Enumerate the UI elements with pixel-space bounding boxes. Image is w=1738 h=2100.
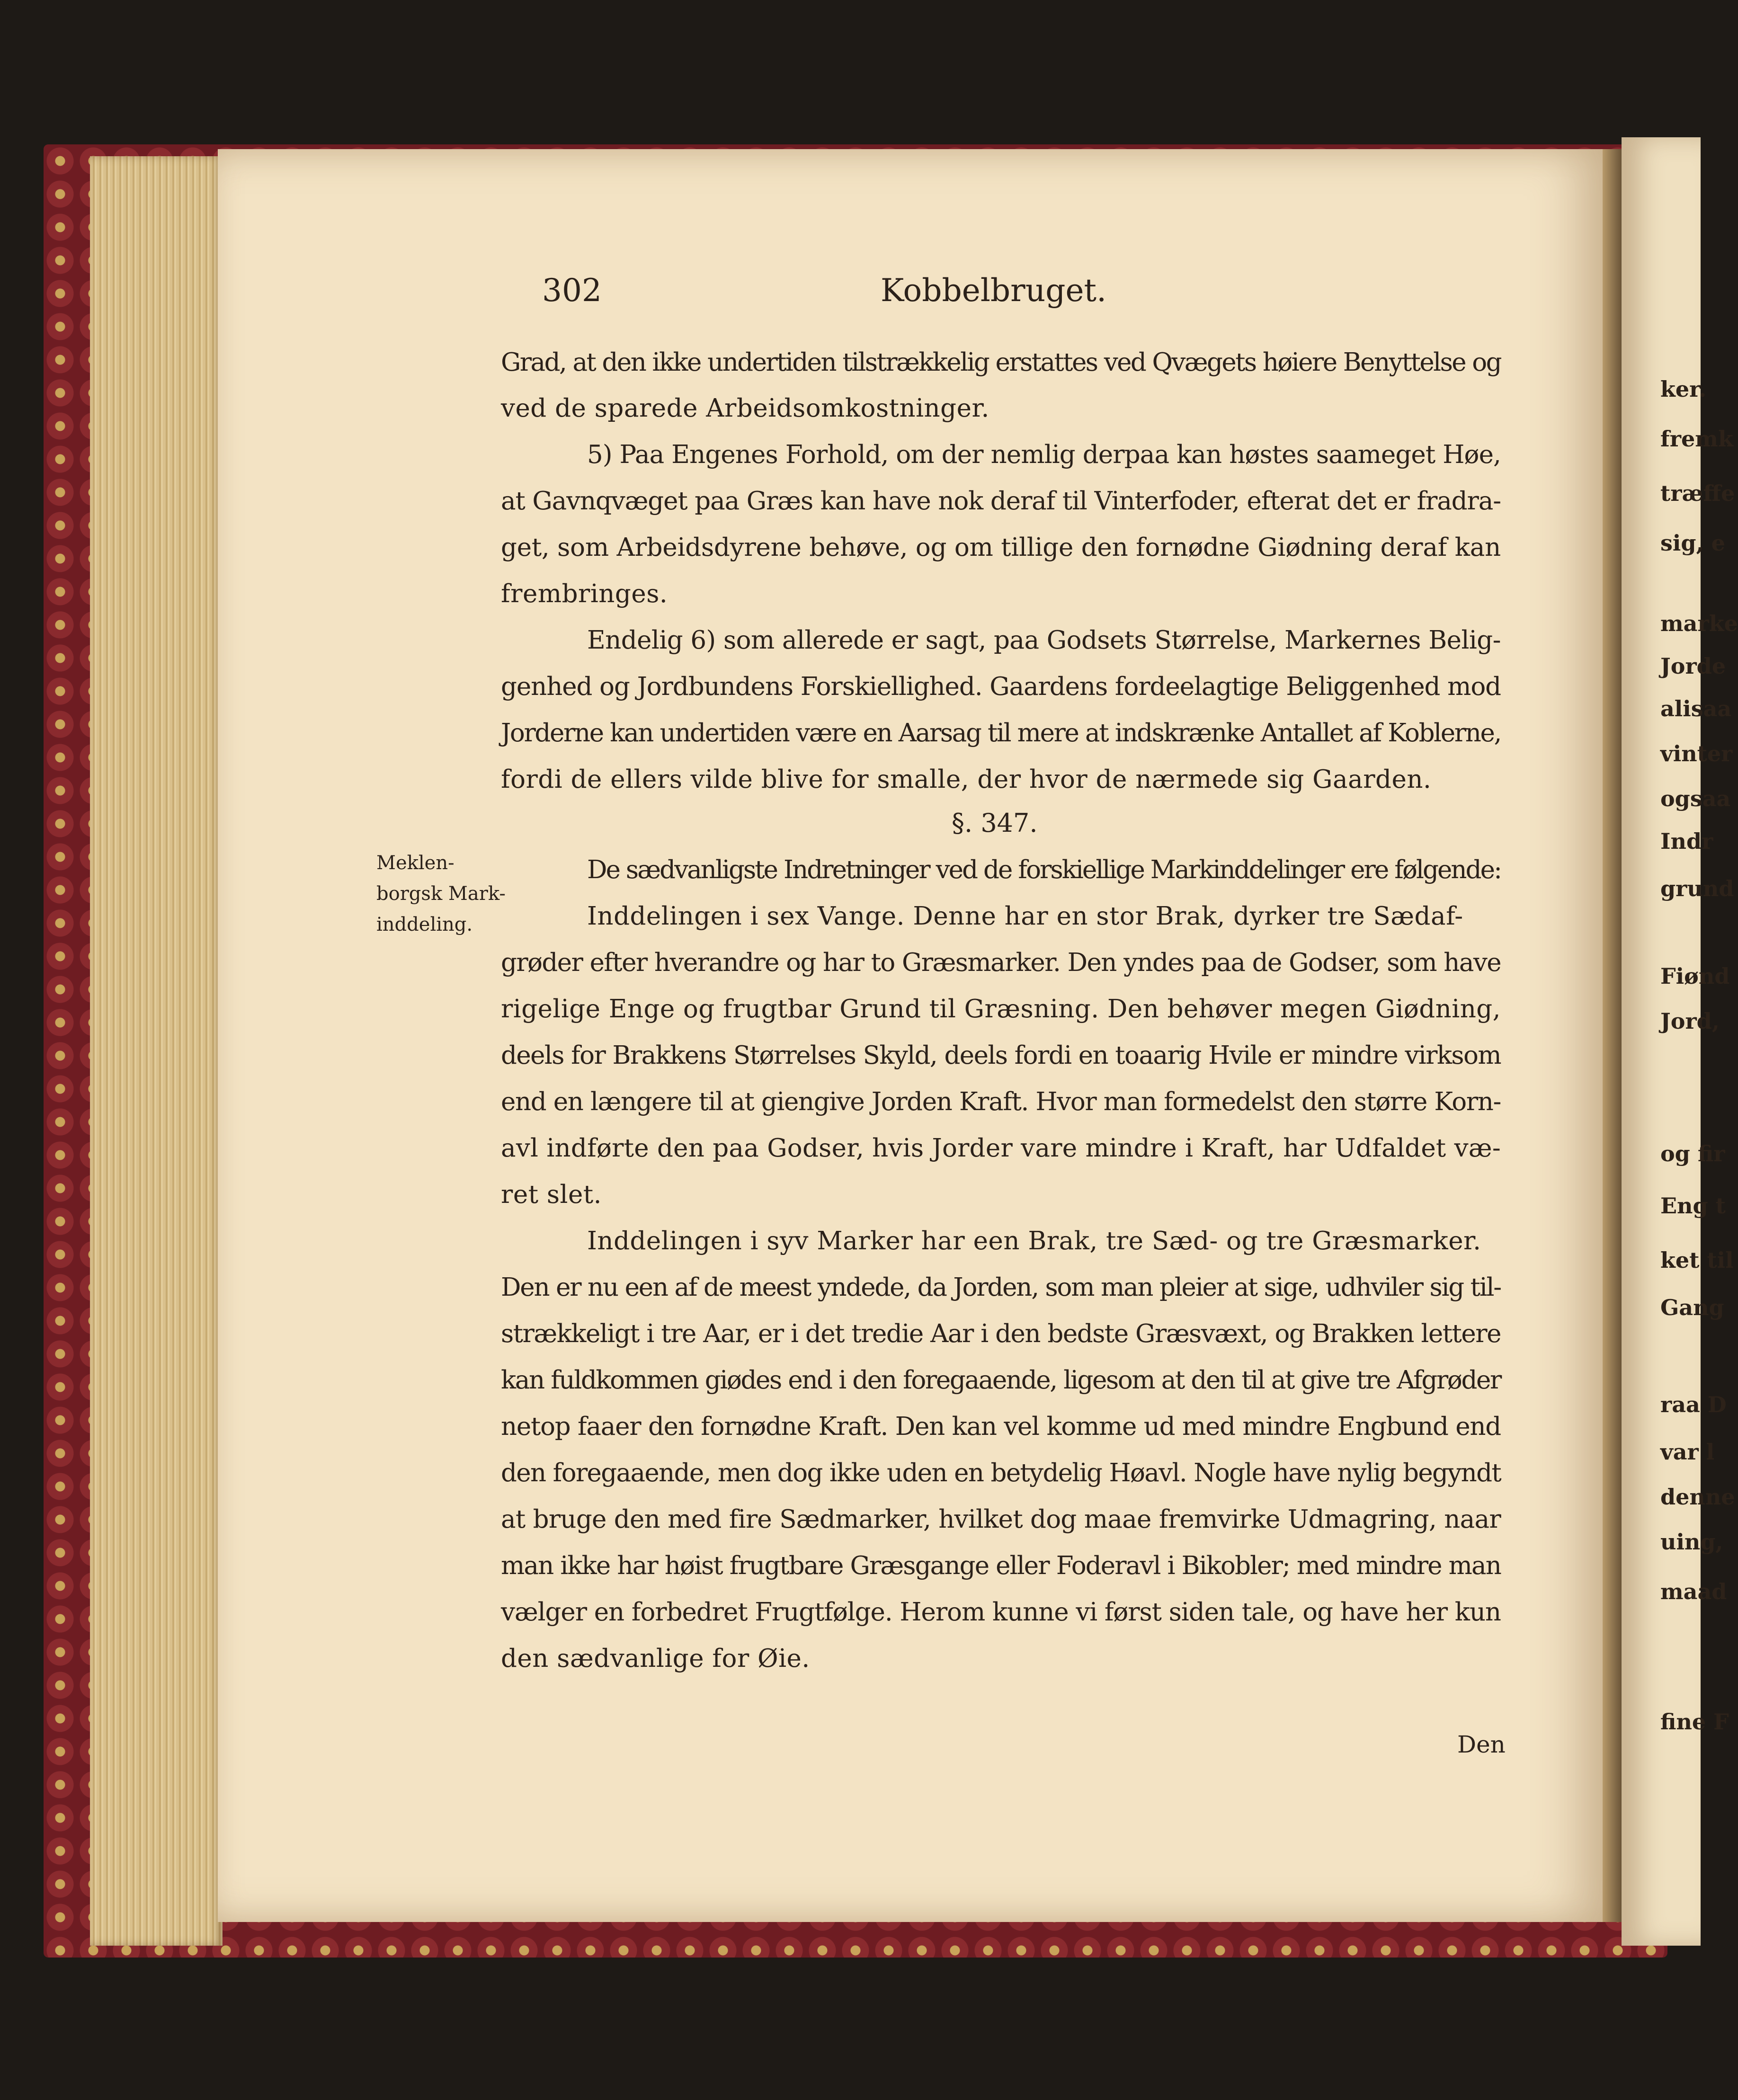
facing-fragment: var l [1660, 1439, 1715, 1465]
facing-fragment: Jord, [1660, 1008, 1720, 1034]
page-block-edge [90, 156, 223, 1946]
body-line: rigelige Enge og frugtbar Grund til Græsning. Den behøver megen Giødning, [501, 995, 1501, 1023]
facing-fragment: og fir [1660, 1141, 1725, 1166]
facing-fragment: fine F [1660, 1709, 1729, 1735]
facing-fragment: marke [1660, 611, 1738, 636]
body-line: end en længere til at giengive Jorden Kraft. Hvor man formedelst den større Korn- [501, 1087, 1501, 1116]
body-line: ret slet. [501, 1180, 602, 1209]
facing-fragment: Gang [1660, 1295, 1724, 1320]
body-line: Jorderne kan undertiden være en Aarsag til mere at indskrænke Antallet af Koblerne, [501, 719, 1501, 747]
facing-fragment: alisaa [1660, 696, 1732, 721]
margin-note-line: borgsk Mark- [376, 883, 506, 905]
facing-fragment: træffe [1660, 481, 1735, 506]
body-line: at Gavnqvæget paa Græs kan have nok deraf til Vinterfoder, efterat det er fradra- [501, 487, 1501, 516]
body-line: frembringes. [501, 579, 668, 608]
facing-fragment: maad [1660, 1579, 1727, 1604]
body-line: kan fuldkommen giødes end i den foregaaende, ligesom at den til at give tre Afgrøder [501, 1366, 1501, 1395]
facing-fragment: ket til [1660, 1247, 1734, 1273]
facing-fragment: Indr [1660, 828, 1713, 854]
body-line: Grad, at den ikke undertiden tilstrækkelig erstattes ved Qvægets høiere Benyttelse og [501, 348, 1501, 377]
page-number: 302 [542, 272, 602, 309]
book-gutter [1603, 149, 1622, 1922]
facing-fragment: uing, [1660, 1529, 1723, 1555]
facing-fragment: Jorde [1660, 653, 1726, 679]
facing-fragment: raa D [1660, 1392, 1727, 1417]
body-line: avl indførte den paa Godser, hvis Jorder vare mindre i Kraft, har Udfaldet væ- [501, 1134, 1501, 1163]
facing-fragment: grund [1660, 876, 1734, 901]
body-line: at bruge den med fire Sædmarker, hvilket dog maae fremvirke Udmagring, naar [501, 1505, 1501, 1534]
margin-note-line: inddeling. [376, 914, 473, 935]
catchword: Den [1457, 1731, 1506, 1758]
body-line: deels for Brakkens Størrelses Skyld, deels fordi en toaarig Hvile er mindre virksom [501, 1041, 1501, 1070]
margin-note-line: Meklen- [376, 852, 455, 874]
body-line: man ikke har høist frugtbare Græsgange eller Foderavl i Bikobler; med mindre man [501, 1551, 1501, 1580]
body-line: Endelig 6) som allerede er sagt, paa Godsets Størrelse, Markernes Belig- [587, 626, 1501, 655]
facing-fragment: denne [1660, 1484, 1735, 1510]
body-line: den sædvanlige for Øie. [501, 1644, 810, 1673]
facing-fragment: sig, e [1660, 530, 1725, 556]
body-line: get, som Arbeidsdyrene behøve, og om tillige den fornødne Giødning deraf kan [501, 533, 1501, 562]
body-line: netop faaer den fornødne Kraft. Den kan vel komme ud med mindre Engbund end [501, 1412, 1501, 1441]
body-line: fordi de ellers vilde blive for smalle, der hvor de nærmede sig Gaarden. [501, 765, 1432, 794]
facing-fragment: vinter [1660, 741, 1733, 766]
section-mark: §. 347. [952, 808, 1038, 838]
body-line: grøder efter hverandre og har to Græsmarker. Den yndes paa de Godser, som have [501, 948, 1501, 977]
body-line: De sædvanligste Indretninger ved de forskiellige Markinddelinger ere følgende: [587, 855, 1501, 884]
body-line: Inddelingen i syv Marker har een Brak, tre Sæd- og tre Græsmarker. [587, 1227, 1481, 1255]
facing-fragment: fremk [1660, 426, 1733, 452]
running-head: Kobbelbruget. [881, 272, 1107, 309]
body-line: 5) Paa Engenes Forhold, om der nemlig derpaa kan høstes saameget Høe, [587, 440, 1501, 469]
facing-page [1622, 137, 1738, 1946]
body-line: genhed og Jordbundens Forskiellighed. Gaardens fordeelagtige Beliggenhed mod [501, 672, 1501, 701]
facing-fragment: Fiønd [1660, 963, 1730, 989]
body-line: strækkeligt i tre Aar, er i det tredie Aar i den bedste Græsvæxt, og Brakken lettere [501, 1319, 1501, 1348]
body-line: den foregaaende, men dog ikke uden en betydelig Høavl. Nogle have nylig begyndt [501, 1459, 1501, 1487]
facing-fragment: Eng t [1660, 1193, 1726, 1219]
body-line: Den er nu een af de meest yndede, da Jorden, som man pleier at sige, udhviler sig til- [501, 1273, 1501, 1302]
body-line: Inddelingen i sex Vange. Denne har en stor Brak, dyrker tre Sædaf- [587, 902, 1463, 931]
facing-fragment: ker. [1660, 376, 1707, 402]
facing-fragment: ogsaa [1660, 786, 1731, 811]
body-line: ved de sparede Arbeidsomkostninger. [501, 394, 989, 423]
body-line: vælger en forbedret Frugtfølge. Herom kunne vi først siden tale, og have her kun [501, 1598, 1501, 1627]
